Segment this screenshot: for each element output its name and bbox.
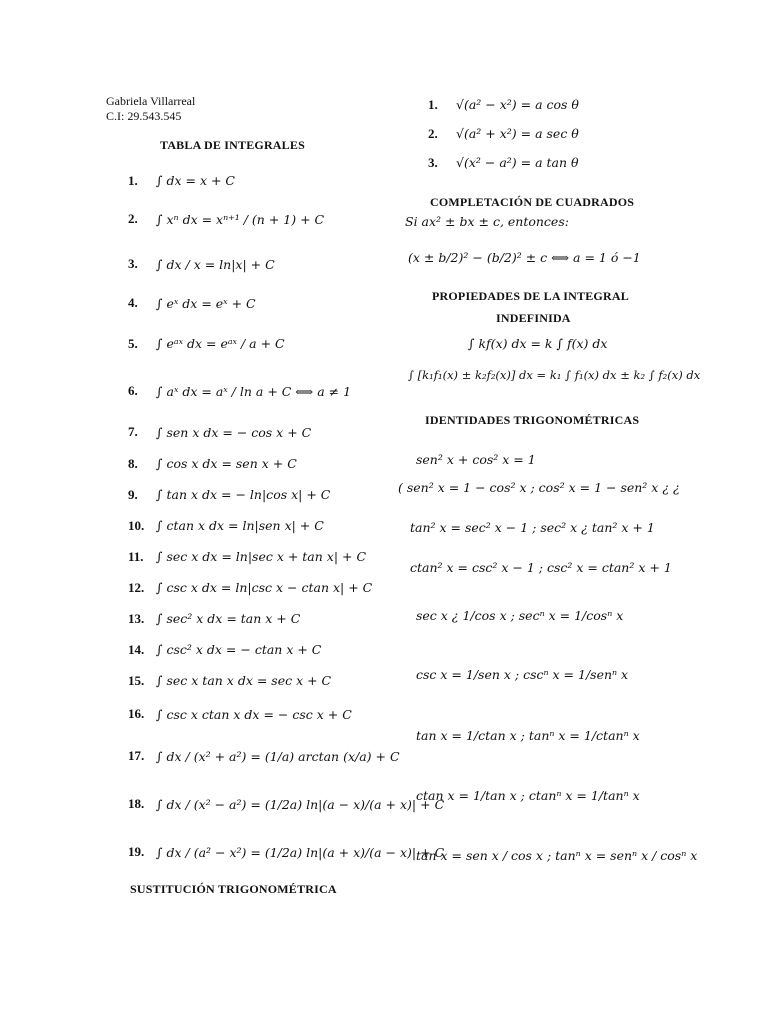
identities-title: IDENTIDADES TRIGONOMÉTRICAS [425, 413, 640, 427]
integral-item: 19. ∫ dx / (a² − x²) = (1/2a) ln|(a + x)/(a − x)| + C [128, 844, 445, 860]
completion-intro: Si ax² ± bx ± c, entonces: [405, 214, 569, 229]
completion-title: COMPLETACIÓN DE CUADRADOS [430, 195, 635, 209]
author-id: C.I: 29.543.545 [106, 109, 182, 123]
author-name: Gabriela Villarreal [106, 94, 196, 108]
properties-title: PROPIEDADES DE LA INTEGRAL [432, 289, 629, 303]
identity-1: sen² x + cos² x = 1 [416, 452, 536, 467]
integral-item: 2. ∫ xⁿ dx = xⁿ⁺¹ / (n + 1) + C [128, 211, 325, 227]
identity-5: sec x ¿ 1/cos x ; secⁿ x = 1/cosⁿ x [416, 608, 624, 623]
integral-item: 3. ∫ dx / x = ln|x| + C [128, 256, 275, 272]
completion-formula: (x ± b/2)² − (b/2)² ± c ⟺ a = 1 ó −1 [408, 250, 641, 265]
substitution-title: SUSTITUCIÓN TRIGONOMÉTRICA [130, 882, 337, 896]
substitution-list [428, 90, 579, 177]
property-2: ∫ [k₁f₁(x) ± k₂f₂(x)] dx = k₁ ∫ f₁(x) dx ± k₂ ∫ f₂(x) dx [408, 368, 701, 382]
properties-subtitle: INDEFINIDA [496, 311, 571, 325]
identity-9: tan x = sen x / cos x ; tanⁿ x = senⁿ x / cosⁿ x [416, 848, 698, 863]
integral-item: 10. ∫ ctan x dx = ln|sen x| + C [128, 517, 324, 533]
integral-list [128, 166, 444, 876]
integral-item: 13. ∫ sec² x dx = tan x + C [128, 610, 301, 626]
identity-3: tan² x = sec² x − 1 ; sec² x ¿ tan² x + 1 [410, 520, 655, 535]
substitution-item: 2. √(a² + x²) = a sec θ [428, 125, 579, 141]
identity-8: ctan x = 1/tan x ; ctanⁿ x = 1/tanⁿ x [416, 788, 640, 803]
integral-item: 18. ∫ dx / (x² − a²) = (1/2a) ln|(a − x)/(a + x)| + C [128, 796, 445, 812]
identity-2: ( sen² x = 1 − cos² x ; cos² x = 1 − sen² x ¿ ¿ [398, 480, 680, 495]
identity-6: csc x = 1/sen x ; cscⁿ x = 1/senⁿ x [416, 667, 629, 682]
substitution-item: 3. √(x² − a²) = a tan θ [428, 154, 579, 170]
substitution-item: 1. √(a² − x²) = a cos θ [428, 96, 579, 112]
integral-item: 17. ∫ dx / (x² + a²) = (1/a) arctan (x/a) + C [128, 748, 400, 764]
integral-item: 16. ∫ csc x ctan x dx = − csc x + C [128, 706, 352, 722]
identity-4: ctan² x = csc² x − 1 ; csc² x = ctan² x + 1 [410, 560, 672, 575]
integral-item: 9. ∫ tan x dx = − ln|cos x| + C [128, 486, 331, 502]
integral-item: 6. ∫ aˣ dx = aˣ / ln a + C ⟺ a ≠ 1 [128, 383, 352, 399]
integral-item: 5. ∫ eᵃˣ dx = eᵃˣ / a + C [128, 335, 285, 351]
integral-item: 14. ∫ csc² x dx = − ctan x + C [128, 641, 322, 657]
identity-7: tan x = 1/ctan x ; tanⁿ x = 1/ctanⁿ x [416, 728, 640, 743]
integral-item: 8. ∫ cos x dx = sen x + C [128, 455, 297, 471]
integral-item: 1. ∫ dx = x + C [128, 172, 235, 188]
integral-item: 15. ∫ sec x tan x dx = sec x + C [128, 672, 332, 688]
integral-item: 12. ∫ csc x dx = ln|csc x − ctan x| + C [128, 579, 373, 595]
integral-item: 4. ∫ eˣ dx = eˣ + C [128, 295, 256, 311]
integrals-title: TABLA DE INTEGRALES [160, 138, 305, 152]
property-1: ∫ kf(x) dx = k ∫ f(x) dx [468, 336, 608, 351]
integral-item: 11. ∫ sec x dx = ln|sec x + tan x| + C [128, 548, 367, 564]
integral-item: 7. ∫ sen x dx = − cos x + C [128, 424, 312, 440]
